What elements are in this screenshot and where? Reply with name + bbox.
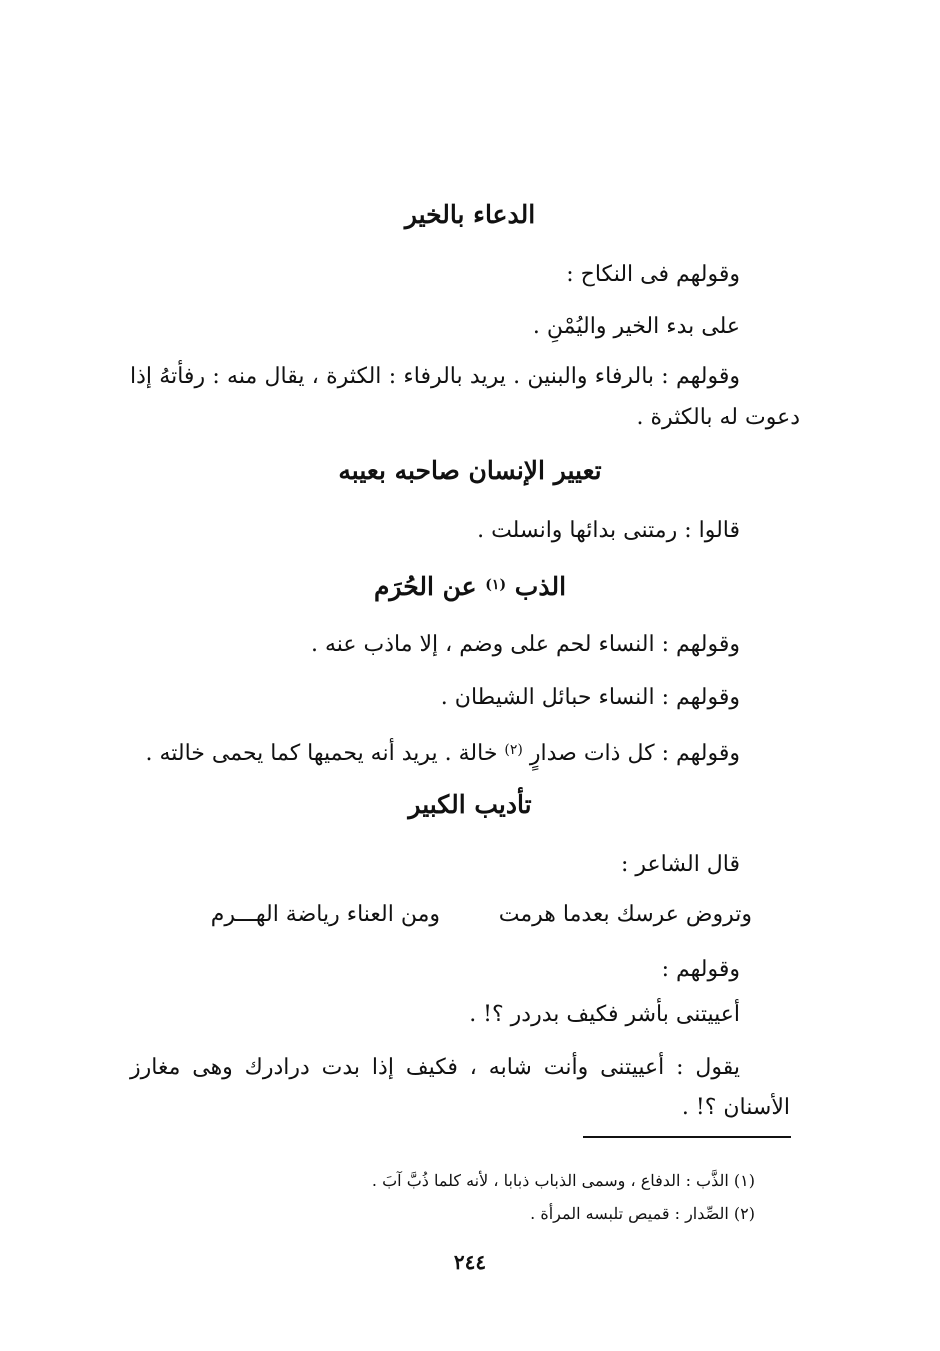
text-line: وقولهم : النساء حبائل الشيطان .	[440, 685, 740, 710]
text-line: على بدء الخير واليُمْنِ .	[532, 314, 740, 339]
heading-al-dhabb	[0, 568, 940, 604]
footnote-ref: (١)	[485, 577, 507, 593]
footnote-divider	[583, 1136, 791, 1138]
text-line: وقولهم : النساء لحم على وضم ، إلا ماذب عنه .	[310, 632, 740, 657]
heading-tadib-al-kabir: تأديب الكبير	[408, 790, 532, 819]
heading-tayir-al-insan: تعيير الإنسان صاحبه بعيبه	[338, 456, 602, 485]
text-line: قالوا : رمتنى بدائها وانسلت .	[477, 518, 740, 543]
footnote-1: (١) الذَّب : الدفاع ، وسمى الذباب ذبابا ، لأنه كلما ذُبَّ آبَ .	[371, 1171, 755, 1190]
text-part: خالة . يريد أنه يحميها كما يحمى خالته .	[145, 741, 498, 766]
text-line: دعوت له بالكثرة .	[636, 405, 800, 430]
text-part: وقولهم : كل ذات صدارٍ	[529, 741, 740, 766]
page-number: ٢٤٤	[453, 1250, 487, 1274]
text-line	[145, 735, 740, 769]
text-line: وقولهم :	[661, 957, 740, 982]
footnote-ref: (٢)	[504, 742, 523, 758]
text-line: أعييتنى بأشر فكيف بدردر ؟! .	[469, 1002, 740, 1027]
footnote-2: (٢) الصِّدار : قميص تلبسه المرأة .	[530, 1204, 755, 1223]
verse-second-hemistich: ومن العناء رياضة الهـــرم	[210, 902, 440, 927]
text-line: وقولهم فى النكاح :	[566, 262, 740, 287]
text-line: وقولهم : بالرفاء والبنين . يريد بالرفاء : الكثرة ، يقال منه : رفأتهُ إذا	[130, 364, 740, 389]
verse-first-hemistich: وتروض عرسك بعدما هرمت	[498, 902, 752, 927]
heading-dua-bil-khayr: الدعاء بالخير	[404, 200, 536, 229]
text-line: الأسنان ؟! .	[681, 1095, 790, 1120]
heading-part: عن الحُرَم	[373, 572, 477, 601]
text-line: قال الشاعر :	[620, 852, 740, 877]
text-line: يقول : أعييتنى وأنت شابه ، فكيف إذا بدت درادرك وهى مغارز	[130, 1055, 740, 1080]
heading-part: الذب	[514, 572, 567, 601]
